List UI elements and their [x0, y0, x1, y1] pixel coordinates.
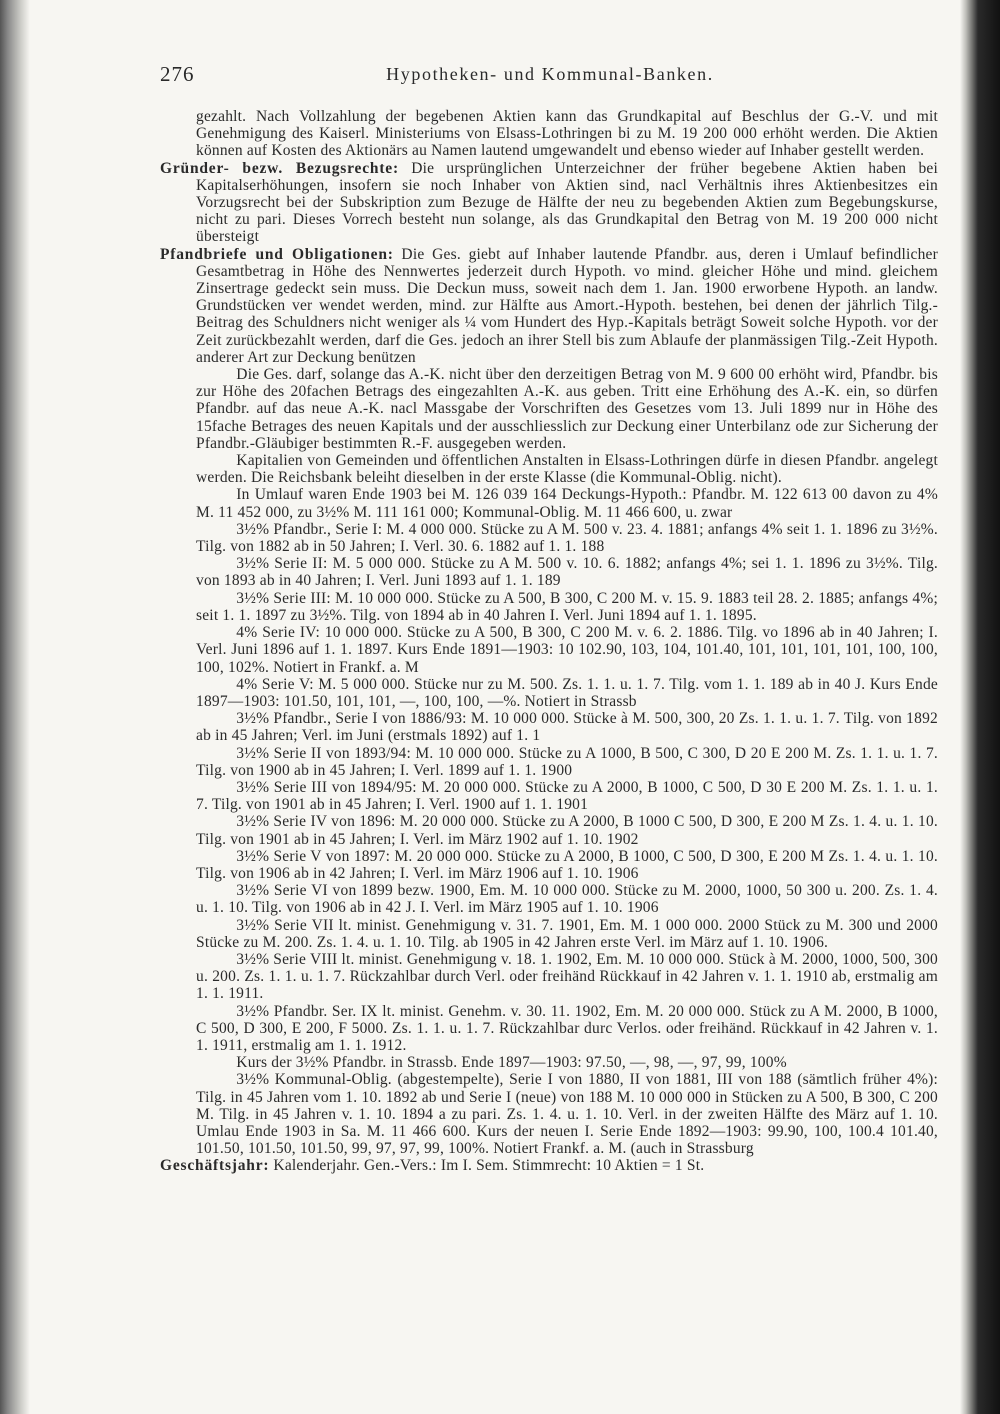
paragraph	[160, 521, 938, 555]
paragraph	[160, 108, 938, 160]
section-heading: Gründer- bezw. Bezugsrechte:	[160, 159, 399, 177]
page-header	[160, 62, 940, 88]
paragraph	[160, 160, 938, 246]
paragraph	[160, 1071, 938, 1157]
paragraph	[160, 882, 938, 916]
paragraph-text: Kurs der 3½% Pfandbr. in Strassb. Ende 1897—1903: 97.50, —, 98, —, 97, 99, 100%	[236, 1054, 787, 1072]
paragraph-text: In Umlauf waren Ende 1903 bei M. 126 039 164 Deckungs-Hypoth.: Pfandbr. M. 122 613 00 davon zu 4% M. 11 452 000, zu 3½% M. 111 161 000; Kommunal-Oblig. M. 11 466 600, u. zwar	[196, 486, 938, 521]
paragraph	[160, 848, 938, 882]
paragraph	[160, 779, 938, 813]
section-heading: Pfandbriefe und Obligationen:	[160, 245, 394, 263]
paragraph	[160, 710, 938, 744]
paragraph-text: 3½% Serie II von 1893/94: M. 10 000 000. Stücke zu A 1000, B 500, C 300, D 20 E 200 M. Zs. 1. 1. u. 1. 7. Tilg. von 1900 ab in 45 Jahren; I. Verl. 1899 auf 1. 1. 1900	[196, 744, 938, 779]
paragraph-text: Die Ges. giebt auf Inhaber lautende Pfandbr. aus, deren i Umlauf befindlicher Gesamtbetrag in Höhe des Nennwertes jederzeit durch Hypoth. vo mind. gleicher Höhe und mind. gleichem Zinsertrage gedeckt sein muss. Die Deckun muss, soweit nach dem 1. Jan. 1900 erworbene Hypoth. an landw. Grundstücken ver wendet werden, mind. zur Hälfte aus Amort.-Hypoth. bestehen, bei denen der jährlich Tilg.-Beitrag des Schuldners nicht weniger als ¼ vom Hundert des Hyp.-Kapitals beträgt Soweit solche Hypoth. vor der Zeit zurückbezahlt werden, darf die Ges. jedoch an ihrer Stell bis zum Ablaufe der planmässigen Tilg.-Zeit Hypoth. anderer Art zur Deckung benützen	[196, 245, 938, 366]
paragraph	[160, 246, 938, 366]
paragraph-text: 3½% Serie VI von 1899 bezw. 1900, Em. M. 10 000 000. Stücke zu M. 2000, 1000, 50 300 u. 200. Zs. 1. 4. u. 1. 10. Tilg. von 1906 ab in 42 J. I. Verl. im März 1905 auf 1. 10. 1906	[196, 882, 938, 917]
paragraph	[160, 590, 938, 624]
scan-shadow-right	[960, 0, 1000, 1414]
paragraph-text: gezahlt. Nach Vollzahlung der begebenen Aktien kann das Grundkapital auf Beschlus der G.-V. und mit Genehmigung des Kaiserl. Ministeriums von Elsass-Lothringen bi zu M. 19 200 000 erhöht werden. Die Aktien können auf Kosten des Aktionärs au Namen lautend umgewandelt und ebenso wieder auf Inhaber gestellt werden.	[196, 108, 938, 160]
scan-shadow-left	[0, 0, 30, 1414]
paragraph-text: 3½% Serie IV von 1896: M. 20 000 000. Stücke zu A 2000, B 1000 C 500, D 300, E 200 M Zs. 1. 4. u. 1. 10. Tilg. von 1901 ab in 45 Jahren; I. Verl. im März 1902 auf 1. 10. 1902	[196, 813, 938, 848]
paragraph-text: 3½% Serie II: M. 5 000 000. Stücke zu A M. 500 v. 10. 6. 1882; anfangs 4%; sei 1. 1. 1896 zu 3½%. Tilg. von 1893 ab in 40 Jahren; I. Verl. Juni 1893 auf 1. 1. 189	[196, 555, 938, 590]
paragraph	[160, 1003, 938, 1055]
paragraph-text: 3½% Serie III: M. 10 000 000. Stücke zu A 500, B 300, C 200 M. v. 15. 9. 1883 teil 28. 2. 1885; anfangs 4%; seit 1. 1. 1897 zu 3½%. Tilg. von 1894 ab in 40 Jahren I. Verl. Juni 1894 auf 1. 1. 1895.	[196, 589, 938, 624]
paragraph	[160, 1157, 938, 1174]
paragraph-text: 4% Serie IV: 10 000 000. Stücke zu A 500, B 300, C 200 M. v. 6. 2. 1886. Tilg. vo 1896 ab in 40 Jahren; I. Verl. Juni 1896 auf 1. 1. 1897. Kurs Ende 1891—1903: 10 102.90, 103, 104, 101.40, 101, 101, 101, 101, 100, 100, 100, 102%. Notiert in Frankf. a. M	[196, 624, 938, 676]
paragraph	[160, 555, 938, 589]
paragraph-text: 3½% Serie VII lt. minist. Genehmigung v. 31. 7. 1901, Em. M. 1 000 000. 2000 Stück zu M. 300 und 2000 Stücke zu M. 200. Zs. 1. 4. u. 1. 10. Tilg. ab 1905 in 42 Jahren erste Verl. im März auf 1. 10. 1906.	[196, 916, 938, 951]
paragraph	[160, 917, 938, 951]
paragraph-text: Die Ges. darf, solange das A.-K. nicht über den derzeitigen Betrag von M. 9 600 00 erhöht wird, Pfandbr. bis zur Höhe des 20fachen Betrags des eingezahlten A.-K. aus geben. Tritt eine Erhöhung des A.-K. ein, so dürfen Pfandbr. auf das neue A.-K. nacl Massgabe der Vorschriften des Gesetzes vom 13. Juli 1899 nur in Höhe des 15fache Betrages des neuen Kapitals und der ausschliesslich zur Deckung einer Unterbilanz ode zur Sicherung der Pfandbr.-Gläubiger bestimmten R.-F. ausgegeben werden.	[196, 366, 938, 452]
paragraph	[160, 813, 938, 847]
section-heading: Geschäftsjahr:	[160, 1157, 270, 1175]
paragraph	[160, 676, 938, 710]
paragraph-text: Die ursprünglichen Unterzeichner der früher begebene Aktien haben bei Kapitalserhöhungen, insofern sie noch Inhaber von Aktien sind, nacl Verhältnis ihres Aktienbesitzes ein Vorzugsrecht bei der Subskription zum Bezuge de Hälfte der neu zu begebenden Aktien zum Begebungskurse, nicht zu pari. Dieses Vorrech besteht nun solange, als das Grundkapital den Betrag von M. 19 200 000 nicht übersteigt	[196, 159, 938, 246]
paragraph-text: 3½% Kommunal-Oblig. (abgestempelte), Serie I von 1880, II von 1881, III von 188 (sämtlich früher 4%): Tilg. in 45 Jahren vom 1. 10. 1892 ab und Serie I (neue) von 188 M. 10 000 000 in Stücken zu A 500, B 300, C 200 M. Tilg. in 45 Jahren v. 1. 10. 1894 a zu pari. Zs. 1. 4. u. 1. 10. Verl. in der zweiten Hälfte des März auf 1. 10. Umlau Ende 1903 in Sa. M. 11 466 600. Kurs der neuen I. Serie Ende 1892—1903: 99.90, 100, 100.4 101.40, 101.50, 101.50, 101.50, 99, 97, 97, 99, 100%. Notiert Frankf. a. M. (auch in Strassburg	[196, 1071, 938, 1158]
running-title: Hypotheken- und Kommunal-Banken.	[386, 64, 714, 84]
paragraph-text: 3½% Pfandbr., Serie I von 1886/93: M. 10 000 000. Stücke à M. 500, 300, 20 Zs. 1. 1. u. 1. 7. Tilg. von 1892 ab in 45 Jahren; Verl. im Juni (erstmals 1892) auf 1. 1	[196, 710, 938, 745]
page-number: 276	[160, 62, 195, 86]
paragraph	[160, 452, 938, 486]
paragraph-text: 3½% Serie VIII lt. minist. Genehmigung v. 18. 1. 1902, Em. M. 10 000 000. Stück à M. 2000, 1000, 500, 300 u. 200. Zs. 1. 1. u. 1. 7. Rückzahlbar durch Verl. oder freihänd Rückkauf in 42 Jahren v. 1. 1. 1910 ab, erstmalig am 1. 1. 1911.	[196, 950, 938, 1003]
paragraph-text: Kapitalien von Gemeinden und öffentlichen Anstalten in Elsass-Lothringen dürfe in diesen Pfandbr. angelegt werden. Die Reichsbank beleiht dieselben in der erste Klasse (die Kommunal-Oblig. nicht).	[196, 452, 938, 487]
paragraph-text: 4% Serie V: M. 5 000 000. Stücke nur zu M. 500. Zs. 1. 1. u. 1. 7. Tilg. vom 1. 1. 189 ab in 40 J. Kurs Ende 1897—1903: 101.50, 101, 101, —, 100, 100, —%. Notiert in Strassb	[196, 675, 938, 710]
paragraph	[160, 951, 938, 1003]
paragraph	[160, 745, 938, 779]
paragraph-text: Kalenderjahr. Gen.-Vers.: Im I. Sem. Stimmrecht: 10 Aktien = 1 St.	[269, 1157, 705, 1175]
paragraph-text: 3½% Serie III von 1894/95: M. 20 000 000. Stücke zu A 2000, B 1000, C 500, D 30 E 200 M. Zs. 1. 1. u. 1. 7. Tilg. von 1901 ab in 45 Jahren; I. Verl. 1900 auf 1. 1. 1901	[196, 778, 938, 814]
paragraph-text: 3½% Pfandbr., Serie I: M. 4 000 000. Stücke zu A M. 500 v. 23. 4. 1881; anfangs 4% seit 1. 1. 1896 zu 3½%. Tilg. von 1882 ab in 50 Jahren; I. Verl. 30. 6. 1882 auf 1. 1. 188	[196, 520, 938, 556]
paragraph-text: 3½% Pfandbr. Ser. IX lt. minist. Genehm. v. 30. 11. 1902, Em. M. 20 000 000. Stück zu A M. 2000, B 1000, C 500, D 300, E 200, F 5000. Zs. 1. 1. u. 1. 7. Rückzahlbar durc Verlos. oder freihänd. Rückkauf in 42 Jahren v. 1. 1. 1911, erstmalig am 1. 1. 1912.	[196, 1002, 938, 1054]
paragraph	[160, 486, 938, 520]
paragraph	[160, 624, 938, 676]
document-body	[160, 108, 938, 1398]
paragraph	[160, 1054, 938, 1071]
paragraph-text: 3½% Serie V von 1897: M. 20 000 000. Stücke zu A 2000, B 1000, C 500, D 300, E 200 M Zs. 1. 4. u. 1. 10. Tilg. von 1906 ab in 42 Jahren; I. Verl. im März 1906 auf 1. 10. 1906	[196, 847, 938, 882]
paragraph	[160, 366, 938, 452]
